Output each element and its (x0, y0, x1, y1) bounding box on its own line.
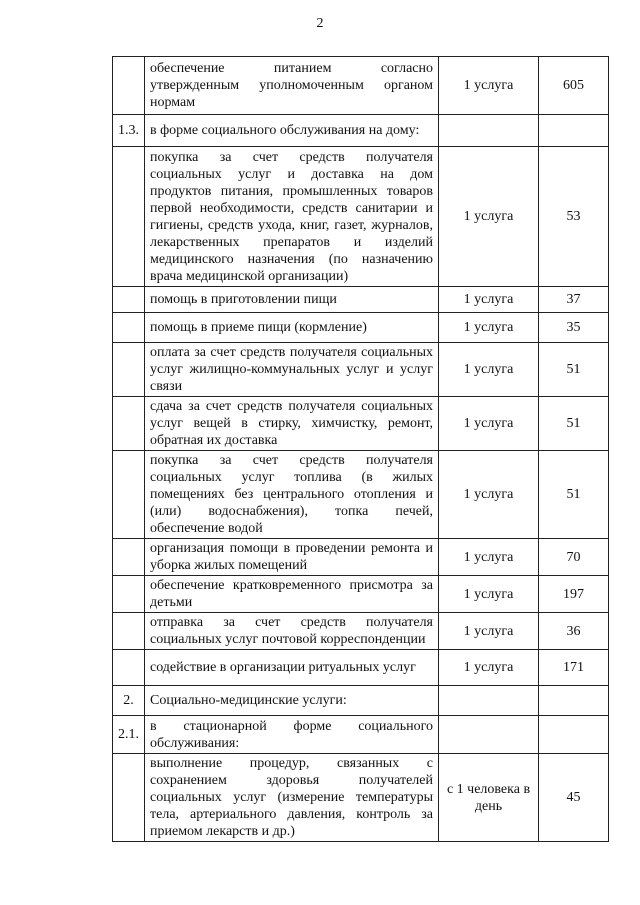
service-price: 53 (539, 147, 609, 287)
service-unit: 1 услуга (439, 650, 539, 686)
table-row (113, 287, 609, 313)
table-row (113, 754, 609, 842)
section-title: в форме социального обслуживания на дому: (145, 115, 439, 147)
service-unit: 1 услуга (439, 313, 539, 343)
row-number (113, 613, 145, 650)
service-price: 51 (539, 343, 609, 397)
section-title: в стационарной форме социального обслуживания: (145, 716, 439, 754)
row-number (113, 451, 145, 539)
service-price: 70 (539, 539, 609, 576)
row-number (113, 576, 145, 613)
service-unit (439, 115, 539, 147)
table-row (113, 451, 609, 539)
service-name: помощь в приготовлении пищи (145, 287, 439, 313)
page-number: 2 (316, 16, 324, 31)
table-row (113, 313, 609, 343)
service-name: выполнение процедур, связанных с сохранением здоровья получателей социальных услуг (измерение температуры тела, артериального давления, контроль за приемом лекарств и др.) (145, 754, 439, 842)
service-unit: 1 услуга (439, 397, 539, 451)
table-row (113, 397, 609, 451)
row-number: 2.1. (113, 716, 145, 754)
service-name: обеспечение питанием согласно утвержденным уполномоченным органом нормам (145, 57, 439, 115)
service-name: отправка за счет средств получателя социальных услуг почтовой корреспонденции (145, 613, 439, 650)
service-price: 197 (539, 576, 609, 613)
service-price: 35 (539, 313, 609, 343)
service-price (539, 686, 609, 716)
service-unit: 1 услуга (439, 451, 539, 539)
row-number (113, 313, 145, 343)
service-price: 51 (539, 397, 609, 451)
service-name: оплата за счет средств получателя социальных услуг жилищно-коммунальных услуг и услуг связи (145, 343, 439, 397)
service-price: 45 (539, 754, 609, 842)
service-name: покупка за счет средств получателя социальных услуг топлива (в жилых помещениях без центрального отопления и (или) водоснабжения), топка печей, обеспечение водой (145, 451, 439, 539)
row-number (113, 650, 145, 686)
table-row (113, 343, 609, 397)
table-row (113, 147, 609, 287)
service-unit: 1 услуга (439, 539, 539, 576)
service-name: покупка за счет средств получателя социальных услуг и доставка на дом продуктов питания, промышленных товаров первой необходимости, средств санитарии и гигиены, средств ухода, книг, газет, журналов, лекарственных препаратов и изделий медицинского назначения (по назначению врача медицинской организации) (145, 147, 439, 287)
service-price: 605 (539, 57, 609, 115)
table-row (113, 539, 609, 576)
section-title: Социально-медицинские услуги: (145, 686, 439, 716)
service-name: организация помощи в проведении ремонта и уборка жилых помещений (145, 539, 439, 576)
table-row (113, 57, 609, 115)
row-number (113, 754, 145, 842)
table-row (113, 115, 609, 147)
row-number (113, 287, 145, 313)
service-price: 37 (539, 287, 609, 313)
service-price (539, 115, 609, 147)
row-number: 2. (113, 686, 145, 716)
service-unit (439, 686, 539, 716)
service-price: 171 (539, 650, 609, 686)
service-unit: 1 услуга (439, 147, 539, 287)
row-number (113, 147, 145, 287)
service-price (539, 716, 609, 754)
tariff-table (112, 56, 609, 842)
table-row (113, 613, 609, 650)
service-price: 51 (539, 451, 609, 539)
row-number (113, 539, 145, 576)
service-unit: 1 услуга (439, 613, 539, 650)
row-number (113, 57, 145, 115)
row-number (113, 343, 145, 397)
service-unit: с 1 человека в день (439, 754, 539, 842)
table-row (113, 716, 609, 754)
service-name: обеспечение кратковременного присмотра за детьми (145, 576, 439, 613)
service-name: помощь в приеме пищи (кормление) (145, 313, 439, 343)
service-unit: 1 услуга (439, 343, 539, 397)
service-price: 36 (539, 613, 609, 650)
service-unit: 1 услуга (439, 287, 539, 313)
service-unit: 1 услуга (439, 576, 539, 613)
row-number: 1.3. (113, 115, 145, 147)
service-name: сдача за счет средств получателя социальных услуг вещей в стирку, химчистку, ремонт, обратная их доставка (145, 397, 439, 451)
table-row (113, 686, 609, 716)
row-number (113, 397, 145, 451)
table-row (113, 576, 609, 613)
table-row (113, 650, 609, 686)
service-unit: 1 услуга (439, 57, 539, 115)
service-name: содействие в организации ритуальных услуг (145, 650, 439, 686)
service-unit (439, 716, 539, 754)
